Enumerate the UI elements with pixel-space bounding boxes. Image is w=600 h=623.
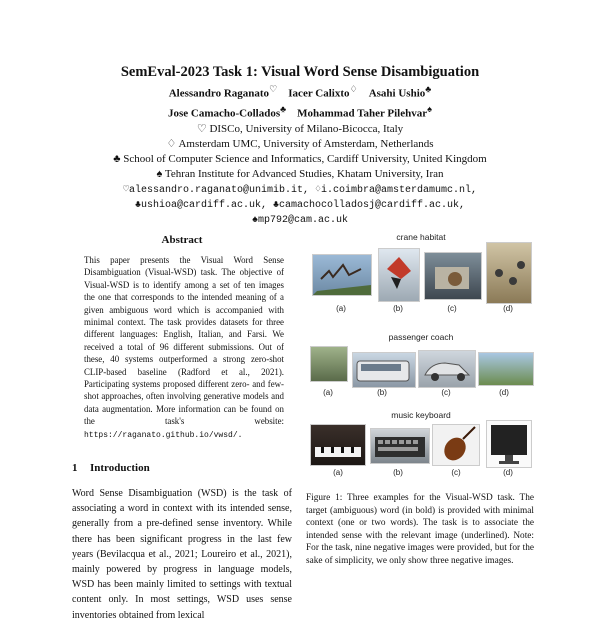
image-label: (a) <box>333 468 343 477</box>
monitor-icon <box>487 421 531 467</box>
affiliation: ♣ School of Computer Science and Informatics, Cardiff University, United Kingdom <box>113 153 487 166</box>
example-image-habitat <box>486 242 532 304</box>
image-label: (a) <box>323 388 333 397</box>
author-line-1 <box>0 82 600 102</box>
piano-icon <box>311 425 365 465</box>
author-name: Mohammad Taher Pilehvar <box>297 107 428 120</box>
example-phrase: crane habitat <box>396 232 446 242</box>
example-image-crane-birds <box>312 254 372 296</box>
example-image-car <box>418 350 476 388</box>
abstract-heading: Abstract <box>161 234 203 246</box>
image-label: (a) <box>336 304 346 313</box>
example-image-violin <box>432 424 480 466</box>
bird-icon <box>313 255 371 295</box>
image-label: (b) <box>377 388 387 397</box>
keyboard-icon <box>371 429 429 463</box>
violin-icon <box>433 425 479 465</box>
author-name: Iacer Calixto <box>288 87 350 100</box>
author-block <box>0 82 600 228</box>
example-phrase: passenger coach <box>388 332 454 342</box>
image-label: (c) <box>447 304 457 313</box>
task-website-link[interactable]: https://raganato.github.io/vwsd/. <box>84 430 243 440</box>
example-image-computer-keyboard <box>370 428 430 464</box>
example-image-team <box>478 352 534 386</box>
example-image-bus <box>352 352 416 388</box>
paper-title: SemEval-2023 Task 1: Visual Word Sense Disambiguation <box>120 64 480 80</box>
author-mark: ♠ <box>427 103 432 114</box>
affiliation: ♡ DISCo, University of Milano-Bicocca, Italy <box>196 122 404 135</box>
email-line[interactable]: ♡alessandro.raganato@unimib.it, ♢i.coimbra@amsterdamumc.nl, <box>122 184 478 196</box>
image-label: (d) <box>503 468 513 477</box>
section-heading <box>72 462 150 474</box>
affiliation: ♢ Amsterdam UMC, University of Amsterdam, Netherlands <box>166 137 434 150</box>
example-image-sports-coach <box>310 346 348 382</box>
example-image-piano <box>310 424 366 466</box>
animals-icon <box>487 243 531 303</box>
affiliation: ♠ Tehran Institute for Advanced Studies, Khatam University, Iran <box>156 168 444 181</box>
email-line[interactable]: ♠mp792@cam.ac.uk <box>251 214 348 226</box>
author-mark: ♣ <box>425 84 432 94</box>
abstract-text: This paper presents the Visual Word Sense Disambiguation (Visual-WSD) task. The objective of Visual-WSD is to identify among a set of ten images the one that corresponds to the intended meaning of a given ambiguous word which is accompanied with minimal context. The task provides datasets for three different languages: English, Italian, and Farsi. We received a total of 96 different submissions. Out of these, 40 systems outperformed a strong zero-shot CLIP-based baseline (Radford et al., 2021). Participating systems proposed different zero- and few-shot approaches, often involving generative models and data augmentation. More information can be found on the task's website: <box>84 255 284 427</box>
machine-icon <box>425 253 481 299</box>
example-phrase: music keyboard <box>391 410 451 420</box>
author-name: Alessandro Raganato <box>168 87 270 100</box>
section-title: Introduction <box>90 462 150 474</box>
image-label: (c) <box>441 388 451 397</box>
example-image-monitor <box>486 420 532 468</box>
image-label: (d) <box>503 304 513 313</box>
car-icon <box>419 351 475 387</box>
figure-caption: Figure 1: Three examples for the Visual-WSD task. The target (ambiguous) word (in bold) is provided with minimal context (one or two words). The task is to associate the intended sense with the relevant image (underlined). Note: For the task, nine negative images were provided, but for the sake of simplicity, we only show three negative images. <box>306 493 534 566</box>
author-line-2 <box>0 102 600 122</box>
section-number: 1 <box>72 462 78 474</box>
email-line[interactable]: ♣ushioa@cardiff.ac.uk, ♣camachocolladosj@cardiff.ac.uk, <box>134 199 466 211</box>
image-label: (b) <box>393 304 403 313</box>
author-name: Jose Camacho-Collados <box>167 107 281 120</box>
bus-icon <box>353 353 415 387</box>
example-image-construction-crane <box>424 252 482 300</box>
author-mark: ♣ <box>280 103 287 114</box>
abstract-body <box>84 254 284 442</box>
origami-icon <box>379 249 419 301</box>
author-mark: ♢ <box>349 84 358 94</box>
intro-paragraph: Word Sense Disambiguation (WSD) is the task of associating a word in context with its intended sense, generally from a pre-defined sense inventory. While there has been significant progress in the last few years (Bevilacqua et al., 2021; Loureiro et al., 2021), mainly powered by progress in language models, WSD has been mainly limited to settings with textual content only. In most settings, WSD uses sense inventories obtained from lexical <box>72 488 292 621</box>
author-mark: ♡ <box>269 84 278 94</box>
image-label: (d) <box>499 388 509 397</box>
author-name: Asahi Ushio <box>368 87 426 100</box>
example-image-paper-crane <box>378 248 420 302</box>
image-label: (b) <box>393 468 403 477</box>
image-label: (c) <box>451 468 461 477</box>
